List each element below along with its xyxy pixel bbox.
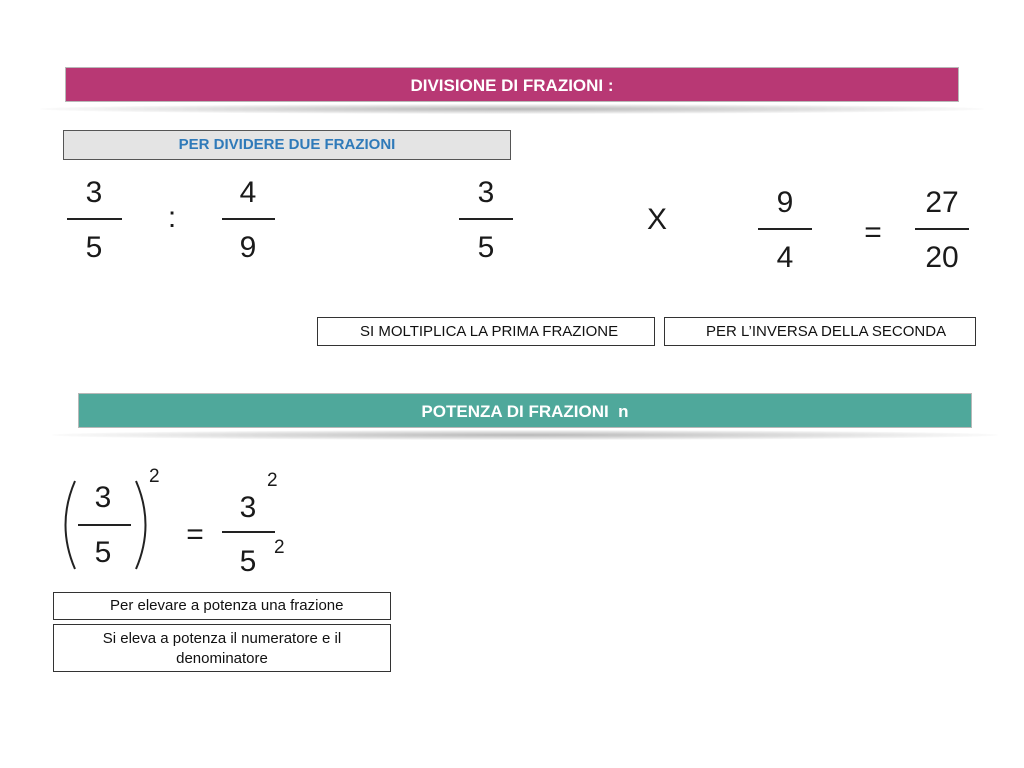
frac1-numerator: 3	[85, 176, 103, 209]
power-banner-title: POTENZA DI FRAZIONI n	[421, 402, 629, 421]
frac2-numerator: 4	[239, 176, 257, 209]
power-frac-bar	[78, 524, 131, 526]
result-numerator: 27	[925, 186, 959, 219]
frac3-numerator: 3	[477, 176, 495, 209]
power-result-denominator: 5	[239, 545, 257, 578]
division-explanation-2	[664, 317, 976, 346]
power-result-bar	[222, 531, 275, 533]
power-result-numerator-exponent: 2	[267, 470, 278, 491]
division-banner-shadow	[40, 104, 984, 114]
division-banner-title: DIVISIONE DI FRAZIONI :	[410, 76, 614, 95]
power-result-numerator: 3	[239, 491, 257, 524]
division-explanation-2-text: PER L’INVERSA DELLA SECONDA	[706, 323, 947, 340]
power-banner-shadow	[52, 430, 998, 440]
frac2-bar	[222, 218, 275, 220]
division-banner	[65, 67, 959, 102]
times-operator: X	[646, 203, 667, 236]
divide-operator: :	[167, 201, 177, 234]
division-explanation-1-text: SI MOLTIPLICA LA PRIMA FRAZIONE	[360, 323, 619, 340]
result-denominator: 20	[925, 241, 959, 274]
frac1-bar	[67, 218, 122, 220]
division-subheading	[63, 130, 511, 160]
power-exponent: 2	[149, 466, 160, 487]
division-subheading-text: PER DIVIDERE DUE FRAZIONI	[178, 136, 396, 153]
frac3-bar	[459, 218, 513, 220]
frac4-bar	[758, 228, 812, 230]
frac1-denominator: 5	[85, 231, 103, 264]
power-banner	[78, 393, 972, 428]
power-explanation-1	[53, 592, 391, 620]
result-bar	[915, 228, 969, 230]
equals-operator-division: =	[864, 216, 882, 249]
power-explanation-2	[53, 624, 391, 672]
division-explanation-1	[317, 317, 655, 346]
power-explanation-2-text: Si eleva a potenza il numeratore e il denominatore	[102, 630, 342, 667]
frac2-denominator: 9	[239, 231, 257, 264]
power-result-denominator-exponent: 2	[274, 537, 285, 558]
close-parenthesis	[131, 478, 153, 572]
frac4-denominator: 4	[776, 241, 794, 274]
power-explanation-1-text: Per elevare a potenza una frazione	[110, 597, 344, 614]
frac3-denominator: 5	[477, 231, 495, 264]
frac4-numerator: 9	[776, 186, 794, 219]
power-frac-denominator: 5	[94, 536, 112, 569]
equals-operator-power: =	[186, 518, 204, 551]
power-frac-numerator: 3	[94, 481, 112, 514]
